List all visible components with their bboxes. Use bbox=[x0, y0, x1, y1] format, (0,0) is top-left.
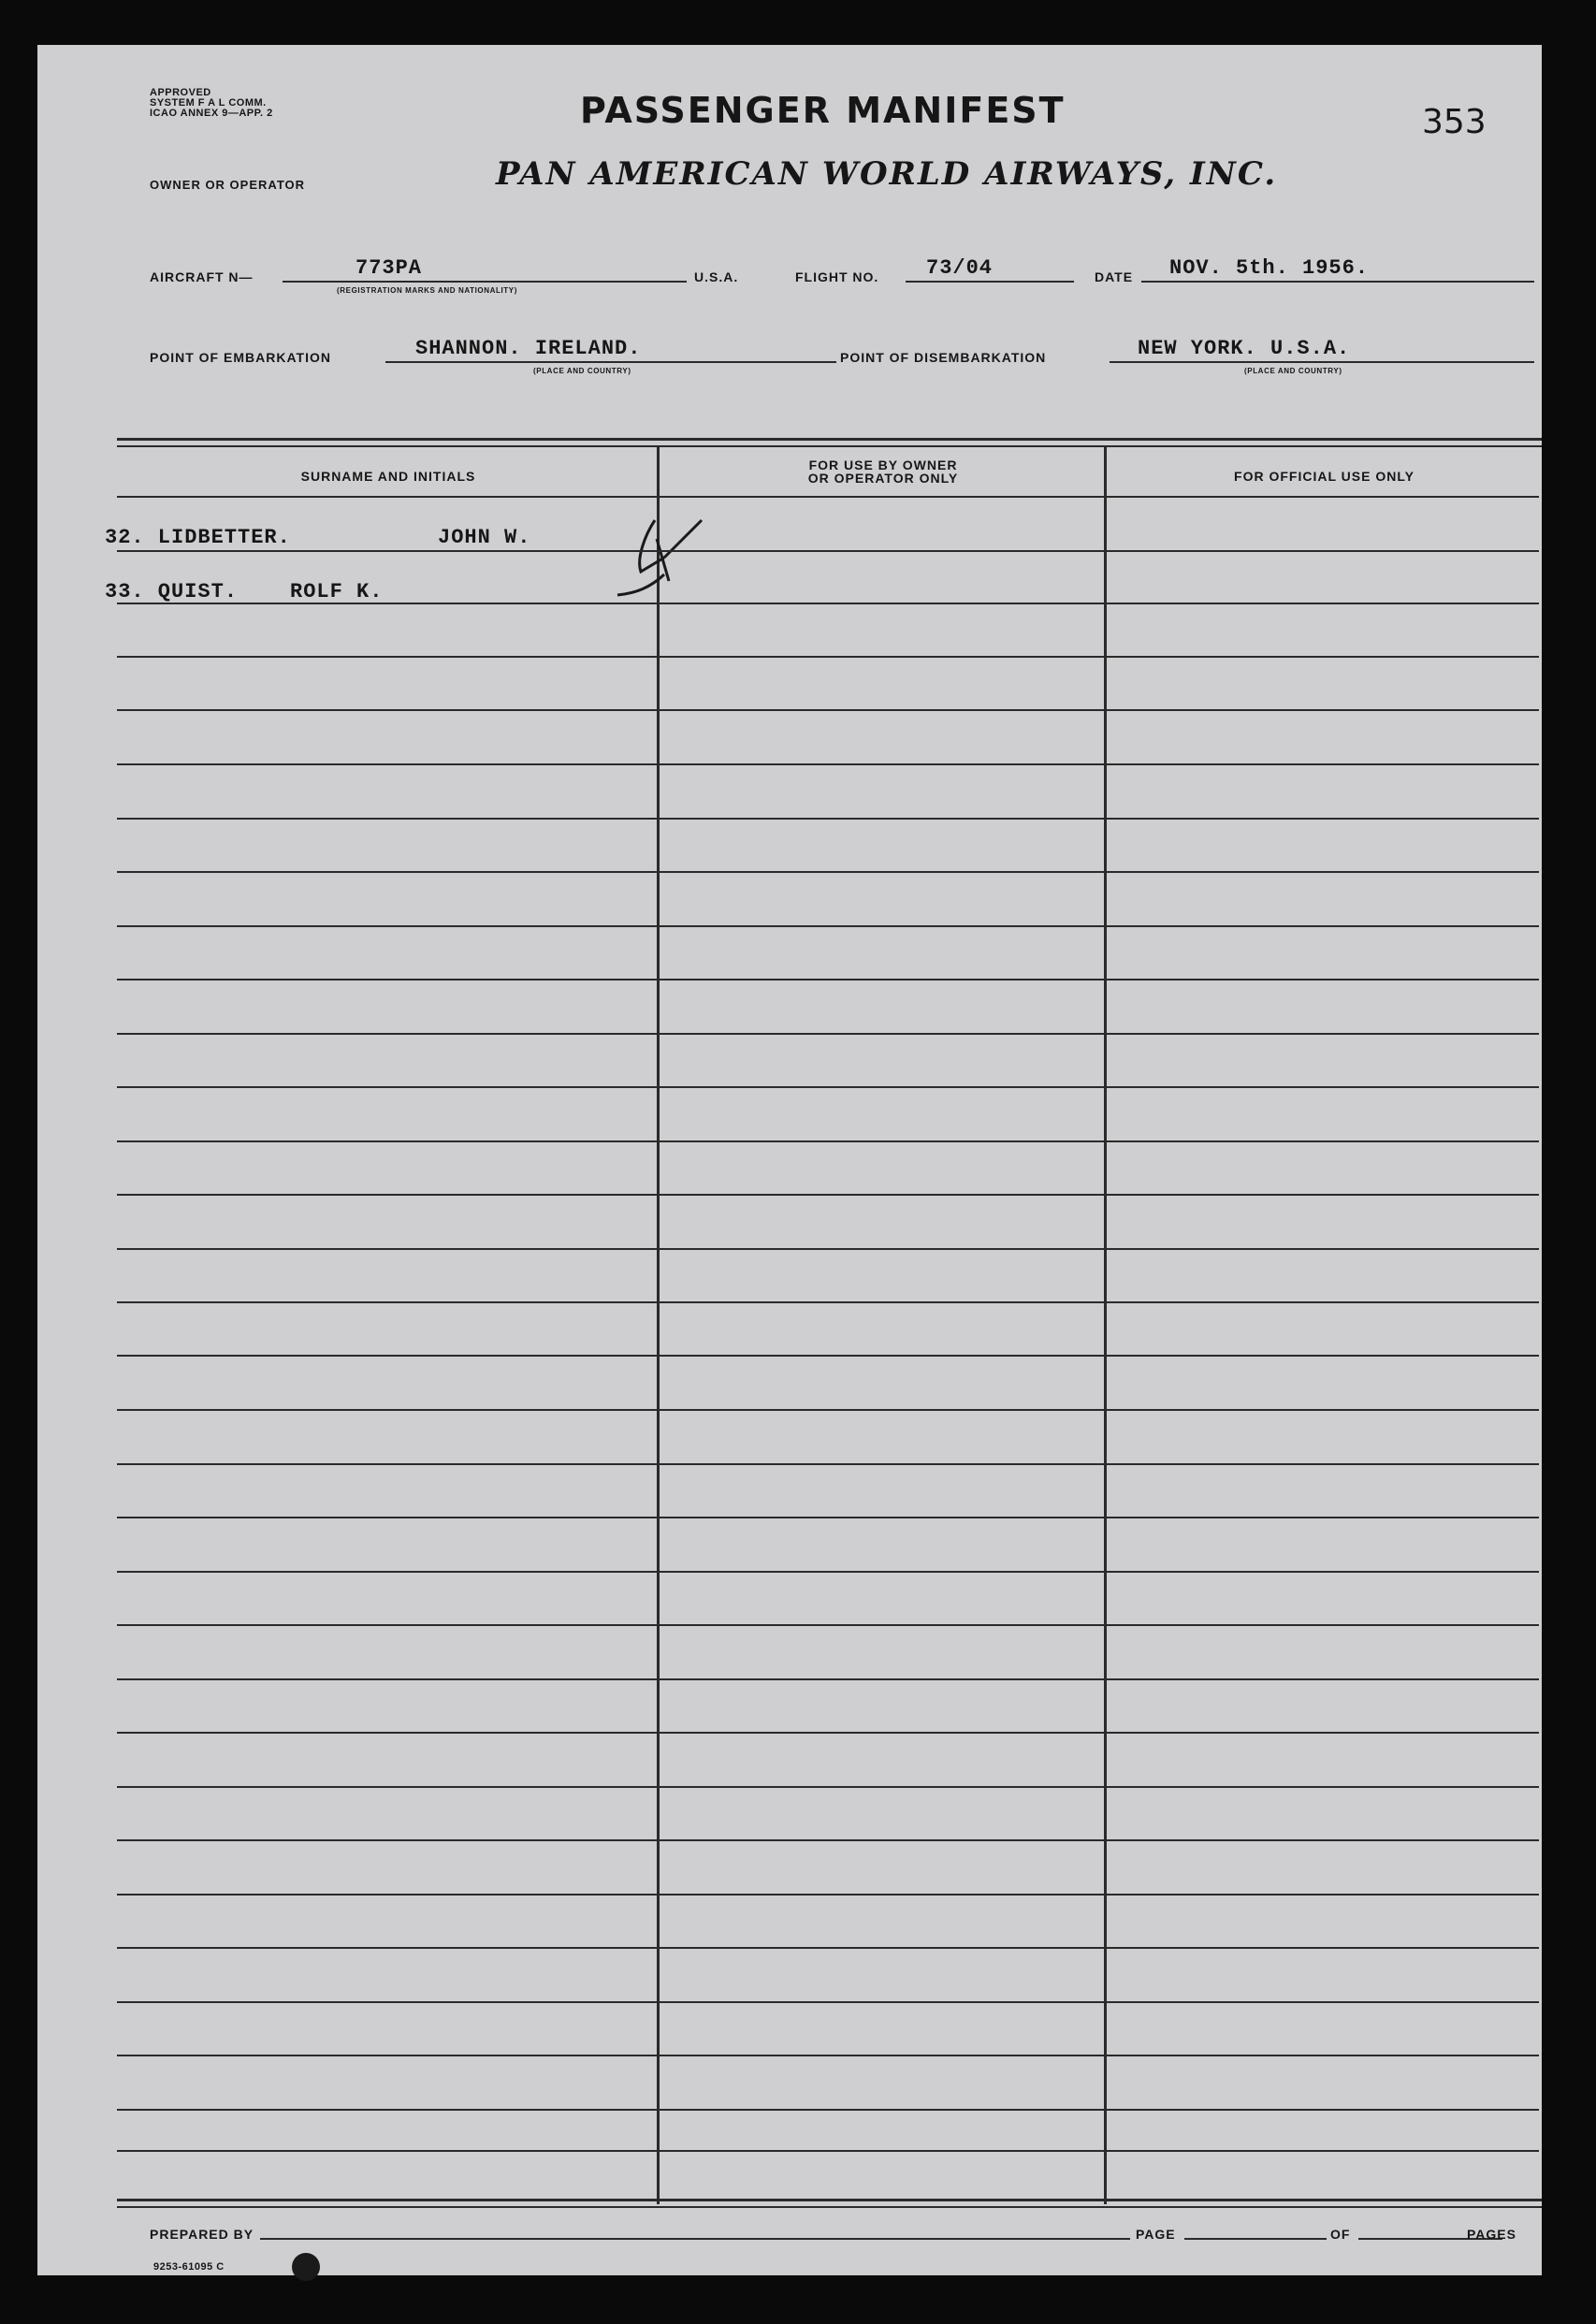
table-row bbox=[117, 1301, 1539, 1303]
table-row bbox=[117, 1732, 1539, 1734]
page-label: PAGE bbox=[1136, 2227, 1176, 2242]
table-row bbox=[117, 2109, 1539, 2111]
table-bottom-rule-inner bbox=[117, 2206, 1542, 2208]
disembarkation-value: NEW YORK. U.S.A. bbox=[1138, 337, 1351, 360]
date-fill-line bbox=[1141, 281, 1534, 283]
table-row bbox=[117, 1248, 1539, 1250]
table-row bbox=[117, 818, 1539, 820]
table-row bbox=[117, 1947, 1539, 1949]
page-stamp: 353 bbox=[1422, 103, 1487, 141]
aircraft-label: AIRCRAFT N— bbox=[150, 269, 254, 284]
approval-line-1: APPROVED bbox=[150, 87, 211, 98]
embarkation-value: SHANNON. IRELAND. bbox=[415, 337, 642, 360]
disembarkation-fill-line bbox=[1110, 361, 1534, 363]
table-row bbox=[117, 1786, 1539, 1788]
table-row bbox=[117, 1839, 1539, 1841]
table-row bbox=[117, 2055, 1539, 2056]
date-label: DATE bbox=[1095, 269, 1134, 284]
disembarkation-sublabel: (PLACE AND COUNTRY) bbox=[1244, 367, 1342, 375]
approval-line-2: SYSTEM F A L COMM. bbox=[150, 97, 267, 109]
table-row bbox=[117, 1678, 1539, 1680]
table-row bbox=[117, 1463, 1539, 1465]
table-row bbox=[117, 925, 1539, 927]
table-row bbox=[117, 709, 1539, 711]
column-official-header: FOR OFFICIAL USE ONLY bbox=[1234, 469, 1415, 484]
usa-label: U.S.A. bbox=[694, 269, 739, 284]
pages-label: PAGES bbox=[1467, 2227, 1516, 2242]
of-label: OF bbox=[1330, 2227, 1351, 2242]
table-row bbox=[117, 1894, 1539, 1896]
passenger-2-surname: 33. QUIST. bbox=[105, 580, 239, 603]
table-row bbox=[117, 656, 1539, 658]
prepared-by-fill-line bbox=[260, 2238, 1130, 2240]
embarkation-sublabel: (PLACE AND COUNTRY) bbox=[533, 367, 631, 375]
table-row bbox=[117, 1355, 1539, 1357]
union-bug-icon bbox=[292, 2253, 320, 2281]
owner-label: OWNER OR OPERATOR bbox=[150, 178, 306, 192]
header-bottom-rule bbox=[117, 496, 1539, 498]
embarkation-fill-line bbox=[385, 361, 836, 363]
flight-value: 73/04 bbox=[926, 256, 994, 280]
table-top-rule bbox=[117, 438, 1542, 441]
passenger-1-surname: 32. LIDBETTER. bbox=[105, 526, 291, 549]
embarkation-label: POINT OF EMBARKATION bbox=[150, 350, 331, 365]
page-fill-line bbox=[1184, 2238, 1327, 2240]
form-code: 9253-61095 C bbox=[153, 2261, 225, 2273]
table-bottom-rule bbox=[117, 2199, 1542, 2201]
table-row bbox=[117, 1086, 1539, 1088]
table-row bbox=[117, 979, 1539, 980]
table-row bbox=[117, 1517, 1539, 1518]
flight-label: FLIGHT NO. bbox=[795, 269, 879, 284]
table-row bbox=[117, 1194, 1539, 1196]
table-row bbox=[117, 550, 1539, 552]
operator-name: PAN AMERICAN WORLD AIRWAYS, INC. bbox=[496, 155, 1278, 193]
prepared-by-label: PREPARED BY bbox=[150, 2227, 254, 2242]
aircraft-value: 773PA bbox=[355, 256, 423, 280]
table-row bbox=[117, 1409, 1539, 1411]
passenger-1-initials: JOHN W. bbox=[438, 526, 531, 549]
aircraft-fill-line bbox=[283, 281, 687, 283]
column-surname-header: SURNAME AND INITIALS bbox=[300, 469, 476, 484]
column-owner-header-line2: OR OPERATOR ONLY bbox=[807, 471, 959, 486]
flight-fill-line bbox=[906, 281, 1074, 283]
disembarkation-label: POINT OF DISEMBARKATION bbox=[840, 350, 1047, 365]
table-row bbox=[117, 1140, 1539, 1142]
manifest-sheet bbox=[37, 45, 1542, 2275]
passenger-2-initials: ROLF K. bbox=[290, 580, 384, 603]
form-title: PASSENGER MANIFEST bbox=[580, 90, 1066, 131]
aircraft-sublabel: (REGISTRATION MARKS AND NATIONALITY) bbox=[337, 286, 517, 295]
date-value: NOV. 5th. 1956. bbox=[1169, 256, 1370, 280]
table-top-rule-inner bbox=[117, 445, 1542, 447]
approval-line-3: ICAO ANNEX 9—APP. 2 bbox=[150, 108, 273, 119]
table-row bbox=[117, 603, 1539, 604]
checkmark-annotation-icon bbox=[599, 501, 711, 604]
table-row bbox=[117, 1033, 1539, 1035]
column-owner-header-line1: FOR USE BY OWNER bbox=[808, 458, 958, 472]
table-row bbox=[117, 871, 1539, 873]
table-row bbox=[117, 2001, 1539, 2003]
table-row bbox=[117, 1571, 1539, 1573]
table-row bbox=[117, 2150, 1539, 2152]
table-row bbox=[117, 1624, 1539, 1626]
table-row bbox=[117, 763, 1539, 765]
